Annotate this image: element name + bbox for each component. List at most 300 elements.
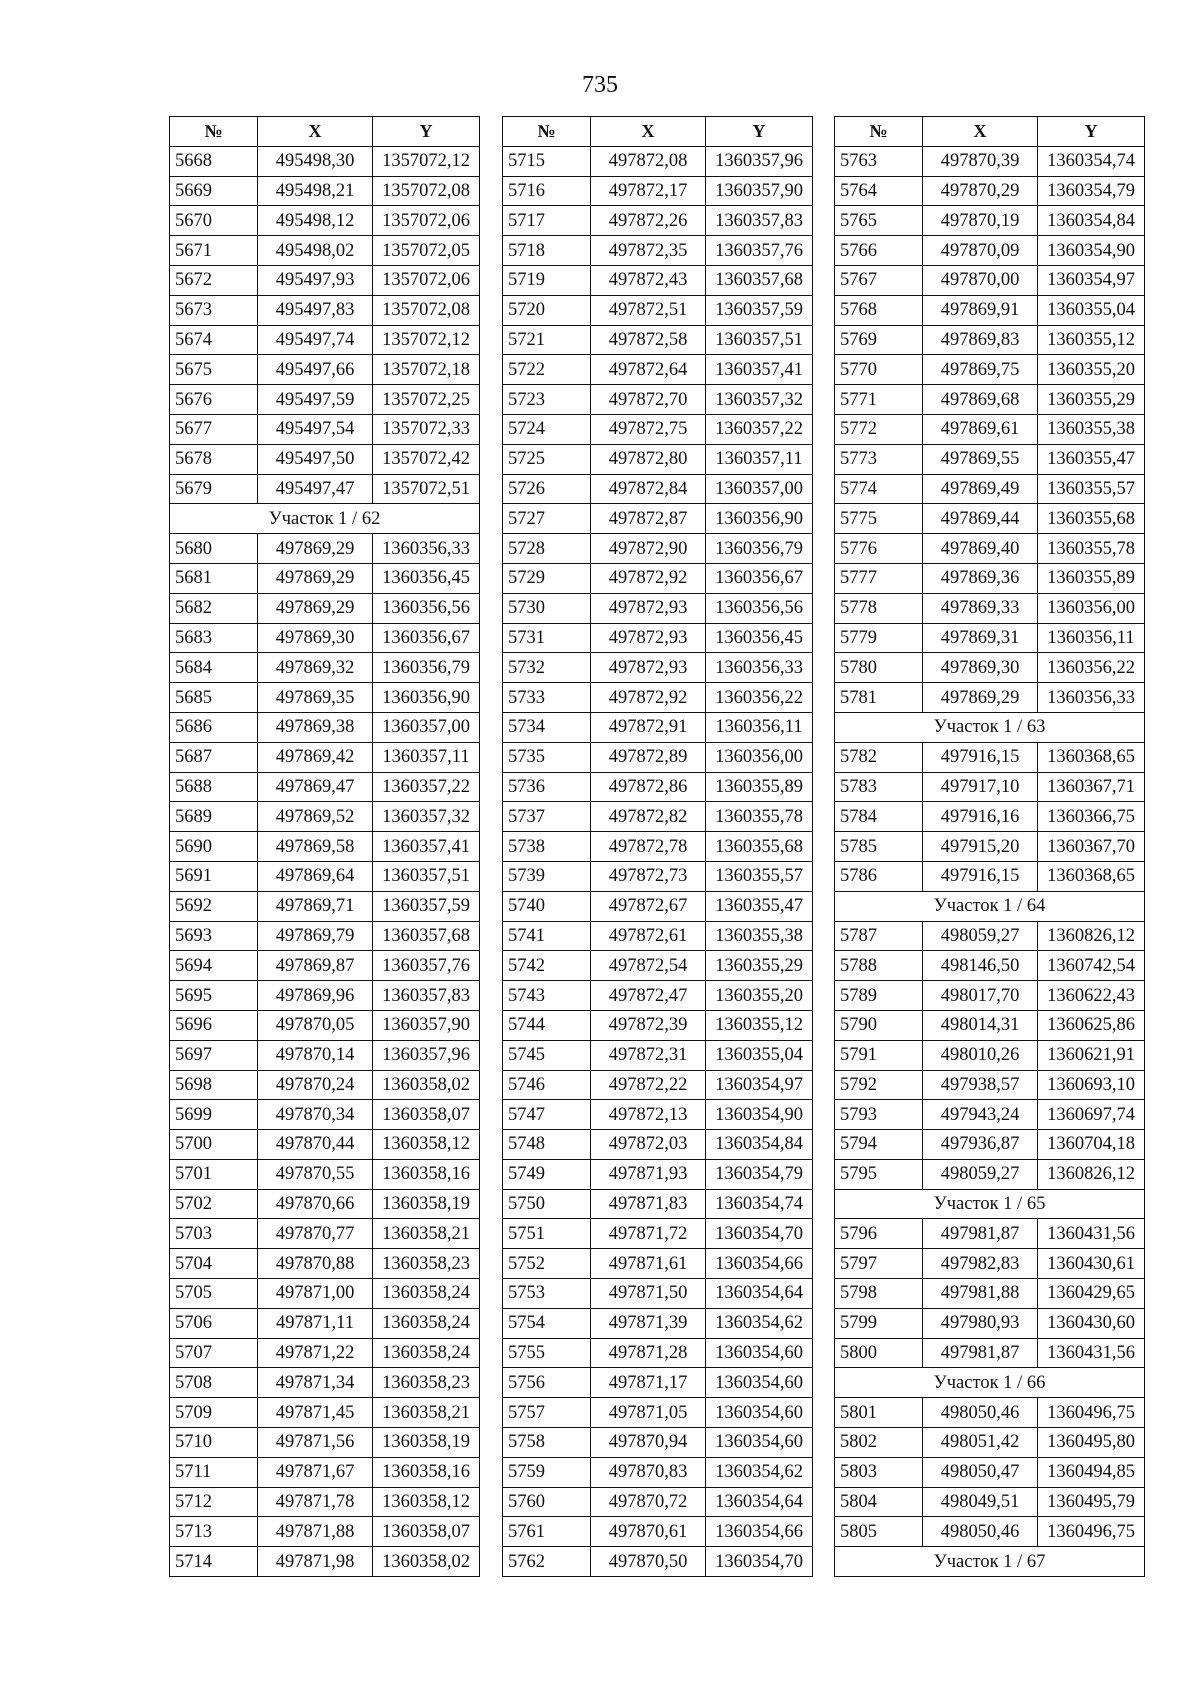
y-coordinate: 1360357,83 <box>706 206 813 236</box>
section-row <box>170 504 480 534</box>
y-coordinate: 1357072,51 <box>373 474 480 504</box>
table-row <box>835 504 1145 534</box>
x-coordinate: 497871,22 <box>258 1338 373 1368</box>
table-row <box>835 236 1145 266</box>
y-coordinate: 1360354,60 <box>706 1428 813 1458</box>
y-coordinate: 1357072,18 <box>373 355 480 385</box>
y-coordinate: 1360358,16 <box>373 1457 480 1487</box>
table-row <box>170 325 480 355</box>
point-number: 5689 <box>170 802 258 832</box>
y-coordinate: 1360355,78 <box>706 802 813 832</box>
y-coordinate: 1360354,74 <box>1038 146 1145 176</box>
y-coordinate: 1360355,68 <box>1038 504 1145 534</box>
x-coordinate: 497869,52 <box>258 802 373 832</box>
point-number: 5691 <box>170 861 258 891</box>
table-row <box>503 981 813 1011</box>
point-number: 5728 <box>503 534 591 564</box>
x-coordinate: 497938,57 <box>923 1070 1038 1100</box>
table-row <box>170 236 480 266</box>
y-coordinate: 1360354,97 <box>706 1070 813 1100</box>
table-row <box>170 414 480 444</box>
point-number: 5754 <box>503 1308 591 1338</box>
table-header-row <box>170 117 480 147</box>
x-coordinate: 497916,15 <box>923 861 1038 891</box>
coordinates-table-3 <box>834 116 1145 1577</box>
y-coordinate: 1360357,68 <box>706 265 813 295</box>
point-number: 5717 <box>503 206 591 236</box>
header-x: X <box>258 117 373 147</box>
x-coordinate: 497871,56 <box>258 1428 373 1458</box>
table-row <box>170 1517 480 1547</box>
table-row <box>503 1159 813 1189</box>
table-row <box>835 1487 1145 1517</box>
x-coordinate: 497870,50 <box>591 1547 706 1577</box>
x-coordinate: 497870,72 <box>591 1487 706 1517</box>
point-number: 5738 <box>503 832 591 862</box>
y-coordinate: 1360354,90 <box>1038 236 1145 266</box>
table-row <box>835 683 1145 713</box>
point-number: 5782 <box>835 742 923 772</box>
point-number: 5762 <box>503 1547 591 1577</box>
y-coordinate: 1360431,56 <box>1038 1219 1145 1249</box>
point-number: 5710 <box>170 1428 258 1458</box>
x-coordinate: 498017,70 <box>923 981 1038 1011</box>
x-coordinate: 497980,93 <box>923 1308 1038 1338</box>
table-row <box>835 861 1145 891</box>
point-number: 5774 <box>835 474 923 504</box>
table-row <box>503 951 813 981</box>
table-header-row <box>835 117 1145 147</box>
point-number: 5737 <box>503 802 591 832</box>
point-number: 5792 <box>835 1070 923 1100</box>
point-number: 5764 <box>835 176 923 206</box>
table-row <box>170 981 480 1011</box>
table-row <box>835 653 1145 683</box>
section-row <box>835 891 1145 921</box>
x-coordinate: 497872,61 <box>591 921 706 951</box>
table-row <box>835 1070 1145 1100</box>
section-label: Участок 1 / 62 <box>170 504 480 534</box>
y-coordinate: 1360355,04 <box>1038 295 1145 325</box>
x-coordinate: 497870,83 <box>591 1457 706 1487</box>
x-coordinate: 497871,72 <box>591 1219 706 1249</box>
point-number: 5760 <box>503 1487 591 1517</box>
point-number: 5713 <box>170 1517 258 1547</box>
table-row <box>170 1070 480 1100</box>
x-coordinate: 495497,83 <box>258 295 373 325</box>
table-row <box>170 1040 480 1070</box>
table-row <box>170 385 480 415</box>
y-coordinate: 1360358,24 <box>373 1338 480 1368</box>
table-row <box>170 444 480 474</box>
y-coordinate: 1360496,75 <box>1038 1517 1145 1547</box>
x-coordinate: 497916,16 <box>923 802 1038 832</box>
table-row <box>170 891 480 921</box>
x-coordinate: 497872,91 <box>591 712 706 742</box>
y-coordinate: 1360357,11 <box>373 742 480 772</box>
y-coordinate: 1360354,70 <box>706 1219 813 1249</box>
point-number: 5741 <box>503 921 591 951</box>
x-coordinate: 497872,17 <box>591 176 706 206</box>
point-number: 5753 <box>503 1279 591 1309</box>
x-coordinate: 495497,66 <box>258 355 373 385</box>
x-coordinate: 497869,36 <box>923 563 1038 593</box>
table-row <box>503 1338 813 1368</box>
table-row <box>835 325 1145 355</box>
section-row <box>835 1547 1145 1577</box>
table-row <box>170 1189 480 1219</box>
x-coordinate: 497869,33 <box>923 593 1038 623</box>
x-coordinate: 497871,17 <box>591 1368 706 1398</box>
y-coordinate: 1360356,22 <box>1038 653 1145 683</box>
y-coordinate: 1360356,11 <box>706 712 813 742</box>
x-coordinate: 497872,31 <box>591 1040 706 1070</box>
table-row <box>503 1457 813 1487</box>
point-number: 5748 <box>503 1130 591 1160</box>
y-coordinate: 1360496,75 <box>1038 1398 1145 1428</box>
point-number: 5690 <box>170 832 258 862</box>
x-coordinate: 497870,05 <box>258 1010 373 1040</box>
table-row <box>170 802 480 832</box>
point-number: 5719 <box>503 265 591 295</box>
x-coordinate: 495497,47 <box>258 474 373 504</box>
section-label: Участок 1 / 63 <box>835 712 1145 742</box>
x-coordinate: 497869,32 <box>258 653 373 683</box>
x-coordinate: 497936,87 <box>923 1130 1038 1160</box>
table-row <box>835 981 1145 1011</box>
header-x: X <box>591 117 706 147</box>
y-coordinate: 1360430,60 <box>1038 1308 1145 1338</box>
point-number: 5694 <box>170 951 258 981</box>
y-coordinate: 1357072,08 <box>373 295 480 325</box>
point-number: 5759 <box>503 1457 591 1487</box>
section-label: Участок 1 / 64 <box>835 891 1145 921</box>
x-coordinate: 498010,26 <box>923 1040 1038 1070</box>
point-number: 5715 <box>503 146 591 176</box>
point-number: 5805 <box>835 1517 923 1547</box>
x-coordinate: 497869,49 <box>923 474 1038 504</box>
y-coordinate: 1360354,64 <box>706 1487 813 1517</box>
x-coordinate: 497869,44 <box>923 504 1038 534</box>
point-number: 5803 <box>835 1457 923 1487</box>
point-number: 5678 <box>170 444 258 474</box>
table-row <box>835 802 1145 832</box>
table-row <box>170 1100 480 1130</box>
y-coordinate: 1360354,64 <box>706 1279 813 1309</box>
table-row <box>835 206 1145 236</box>
page-number: 735 <box>582 72 618 98</box>
point-number: 5685 <box>170 683 258 713</box>
y-coordinate: 1357072,12 <box>373 325 480 355</box>
point-number: 5718 <box>503 236 591 266</box>
table-row <box>835 1010 1145 1040</box>
y-coordinate: 1360355,04 <box>706 1040 813 1070</box>
y-coordinate: 1360357,59 <box>373 891 480 921</box>
coordinates-table-1 <box>169 116 480 1577</box>
table-row <box>503 742 813 772</box>
point-number: 5669 <box>170 176 258 206</box>
y-coordinate: 1357072,06 <box>373 265 480 295</box>
y-coordinate: 1360495,80 <box>1038 1428 1145 1458</box>
point-number: 5757 <box>503 1398 591 1428</box>
point-number: 5800 <box>835 1338 923 1368</box>
point-number: 5771 <box>835 385 923 415</box>
x-coordinate: 497871,50 <box>591 1279 706 1309</box>
header-number: № <box>170 117 258 147</box>
y-coordinate: 1360356,33 <box>1038 683 1145 713</box>
y-coordinate: 1360430,61 <box>1038 1249 1145 1279</box>
x-coordinate: 497872,92 <box>591 683 706 713</box>
x-coordinate: 497872,47 <box>591 981 706 1011</box>
y-coordinate: 1360357,41 <box>373 832 480 862</box>
y-coordinate: 1360367,70 <box>1038 832 1145 862</box>
x-coordinate: 497869,68 <box>923 385 1038 415</box>
x-coordinate: 497872,64 <box>591 355 706 385</box>
y-coordinate: 1360355,89 <box>1038 563 1145 593</box>
point-number: 5730 <box>503 593 591 623</box>
x-coordinate: 495498,30 <box>258 146 373 176</box>
point-number: 5721 <box>503 325 591 355</box>
point-number: 5708 <box>170 1368 258 1398</box>
point-number: 5683 <box>170 623 258 653</box>
x-coordinate: 497869,91 <box>923 295 1038 325</box>
point-number: 5686 <box>170 712 258 742</box>
x-coordinate: 497916,15 <box>923 742 1038 772</box>
x-coordinate: 497869,87 <box>258 951 373 981</box>
y-coordinate: 1360358,02 <box>373 1547 480 1577</box>
table-row <box>503 623 813 653</box>
point-number: 5703 <box>170 1219 258 1249</box>
x-coordinate: 497872,93 <box>591 623 706 653</box>
point-number: 5724 <box>503 414 591 444</box>
table-row <box>170 534 480 564</box>
table-row <box>170 653 480 683</box>
x-coordinate: 497869,42 <box>258 742 373 772</box>
y-coordinate: 1360358,12 <box>373 1487 480 1517</box>
table-row <box>503 1487 813 1517</box>
y-coordinate: 1360356,33 <box>373 534 480 564</box>
point-number: 5780 <box>835 653 923 683</box>
point-number: 5714 <box>170 1547 258 1577</box>
point-number: 5682 <box>170 593 258 623</box>
point-number: 5772 <box>835 414 923 444</box>
x-coordinate: 497869,71 <box>258 891 373 921</box>
x-coordinate: 497869,31 <box>923 623 1038 653</box>
point-number: 5722 <box>503 355 591 385</box>
table-row <box>503 1368 813 1398</box>
point-number: 5761 <box>503 1517 591 1547</box>
x-coordinate: 497871,61 <box>591 1249 706 1279</box>
point-number: 5705 <box>170 1279 258 1309</box>
table-row <box>835 1308 1145 1338</box>
x-coordinate: 497872,75 <box>591 414 706 444</box>
y-coordinate: 1360355,38 <box>1038 414 1145 444</box>
y-coordinate: 1360357,00 <box>706 474 813 504</box>
point-number: 5784 <box>835 802 923 832</box>
x-coordinate: 497872,84 <box>591 474 706 504</box>
table-row <box>503 206 813 236</box>
x-coordinate: 497869,61 <box>923 414 1038 444</box>
table-row <box>503 1428 813 1458</box>
x-coordinate: 498014,31 <box>923 1010 1038 1040</box>
y-coordinate: 1360354,79 <box>1038 176 1145 206</box>
y-coordinate: 1360355,12 <box>706 1010 813 1040</box>
x-coordinate: 497872,67 <box>591 891 706 921</box>
table-row <box>503 1040 813 1070</box>
y-coordinate: 1360355,29 <box>1038 385 1145 415</box>
y-coordinate: 1360357,68 <box>373 921 480 951</box>
x-coordinate: 497872,13 <box>591 1100 706 1130</box>
x-coordinate: 497871,93 <box>591 1159 706 1189</box>
table-row <box>503 474 813 504</box>
y-coordinate: 1360355,47 <box>1038 444 1145 474</box>
table-row <box>503 385 813 415</box>
x-coordinate: 495497,54 <box>258 414 373 444</box>
point-number: 5750 <box>503 1189 591 1219</box>
y-coordinate: 1360355,89 <box>706 772 813 802</box>
section-label: Участок 1 / 66 <box>835 1368 1145 1398</box>
table-row <box>503 772 813 802</box>
point-number: 5697 <box>170 1040 258 1070</box>
y-coordinate: 1360366,75 <box>1038 802 1145 832</box>
x-coordinate: 497872,87 <box>591 504 706 534</box>
table-row <box>503 414 813 444</box>
y-coordinate: 1360355,57 <box>706 861 813 891</box>
y-coordinate: 1360354,79 <box>706 1159 813 1189</box>
table-row <box>835 1040 1145 1070</box>
x-coordinate: 497870,29 <box>923 176 1038 206</box>
table-row <box>835 265 1145 295</box>
x-coordinate: 497869,47 <box>258 772 373 802</box>
x-coordinate: 497872,93 <box>591 653 706 683</box>
table-row <box>503 1517 813 1547</box>
y-coordinate: 1360358,23 <box>373 1368 480 1398</box>
table-row <box>835 146 1145 176</box>
y-coordinate: 1360354,70 <box>706 1547 813 1577</box>
y-coordinate: 1360356,56 <box>373 593 480 623</box>
y-coordinate: 1360357,41 <box>706 355 813 385</box>
y-coordinate: 1360355,12 <box>1038 325 1145 355</box>
section-row <box>835 712 1145 742</box>
point-number: 5704 <box>170 1249 258 1279</box>
point-number: 5758 <box>503 1428 591 1458</box>
point-number: 5681 <box>170 563 258 593</box>
point-number: 5680 <box>170 534 258 564</box>
y-coordinate: 1360358,24 <box>373 1308 480 1338</box>
y-coordinate: 1360354,66 <box>706 1249 813 1279</box>
y-coordinate: 1360356,11 <box>1038 623 1145 653</box>
table-row <box>835 414 1145 444</box>
table-row <box>503 1249 813 1279</box>
header-x: X <box>923 117 1038 147</box>
coordinates-table-2 <box>502 116 813 1577</box>
y-coordinate: 1360358,02 <box>373 1070 480 1100</box>
x-coordinate: 497871,88 <box>258 1517 373 1547</box>
y-coordinate: 1360356,00 <box>1038 593 1145 623</box>
y-coordinate: 1360356,67 <box>706 563 813 593</box>
y-coordinate: 1360357,00 <box>373 712 480 742</box>
x-coordinate: 497870,88 <box>258 1249 373 1279</box>
y-coordinate: 1360357,11 <box>706 444 813 474</box>
y-coordinate: 1360355,20 <box>1038 355 1145 385</box>
y-coordinate: 1360429,65 <box>1038 1279 1145 1309</box>
table-row <box>170 355 480 385</box>
table-row <box>170 772 480 802</box>
x-coordinate: 497869,64 <box>258 861 373 891</box>
point-number: 5776 <box>835 534 923 564</box>
point-number: 5740 <box>503 891 591 921</box>
x-coordinate: 498050,46 <box>923 1398 1038 1428</box>
table-row <box>503 176 813 206</box>
x-coordinate: 497869,58 <box>258 832 373 862</box>
x-coordinate: 497869,35 <box>258 683 373 713</box>
y-coordinate: 1360357,51 <box>373 861 480 891</box>
x-coordinate: 497872,35 <box>591 236 706 266</box>
point-number: 5796 <box>835 1219 923 1249</box>
point-number: 5731 <box>503 623 591 653</box>
point-number: 5672 <box>170 265 258 295</box>
y-coordinate: 1360704,18 <box>1038 1130 1145 1160</box>
y-coordinate: 1360357,96 <box>706 146 813 176</box>
x-coordinate: 497872,78 <box>591 832 706 862</box>
point-number: 5736 <box>503 772 591 802</box>
point-number: 5752 <box>503 1249 591 1279</box>
x-coordinate: 495497,74 <box>258 325 373 355</box>
point-number: 5702 <box>170 1189 258 1219</box>
point-number: 5684 <box>170 653 258 683</box>
table-row <box>170 1010 480 1040</box>
y-coordinate: 1360356,00 <box>706 742 813 772</box>
table-row <box>835 444 1145 474</box>
x-coordinate: 497869,29 <box>258 563 373 593</box>
x-coordinate: 498051,42 <box>923 1428 1038 1458</box>
point-number: 5733 <box>503 683 591 713</box>
table-row <box>170 1398 480 1428</box>
point-number: 5799 <box>835 1308 923 1338</box>
table-row <box>170 832 480 862</box>
x-coordinate: 497982,83 <box>923 1249 1038 1279</box>
point-number: 5785 <box>835 832 923 862</box>
x-coordinate: 497869,30 <box>258 623 373 653</box>
y-coordinate: 1360356,67 <box>373 623 480 653</box>
x-coordinate: 497872,89 <box>591 742 706 772</box>
table-row <box>503 146 813 176</box>
x-coordinate: 497870,09 <box>923 236 1038 266</box>
point-number: 5743 <box>503 981 591 1011</box>
y-coordinate: 1360495,79 <box>1038 1487 1145 1517</box>
x-coordinate: 497943,24 <box>923 1100 1038 1130</box>
point-number: 5798 <box>835 1279 923 1309</box>
table-row <box>170 1368 480 1398</box>
point-number: 5673 <box>170 295 258 325</box>
x-coordinate: 495498,21 <box>258 176 373 206</box>
point-number: 5668 <box>170 146 258 176</box>
y-coordinate: 1360354,62 <box>706 1457 813 1487</box>
x-coordinate: 497871,45 <box>258 1398 373 1428</box>
table-row <box>170 1338 480 1368</box>
x-coordinate: 497872,43 <box>591 265 706 295</box>
point-number: 5707 <box>170 1338 258 1368</box>
section-label: Участок 1 / 67 <box>835 1547 1145 1577</box>
y-coordinate: 1360357,90 <box>706 176 813 206</box>
y-coordinate: 1360697,74 <box>1038 1100 1145 1130</box>
y-coordinate: 1360357,32 <box>373 802 480 832</box>
point-number: 5726 <box>503 474 591 504</box>
table-row <box>503 295 813 325</box>
table-header-row <box>503 117 813 147</box>
x-coordinate: 497981,87 <box>923 1219 1038 1249</box>
table-row <box>835 474 1145 504</box>
